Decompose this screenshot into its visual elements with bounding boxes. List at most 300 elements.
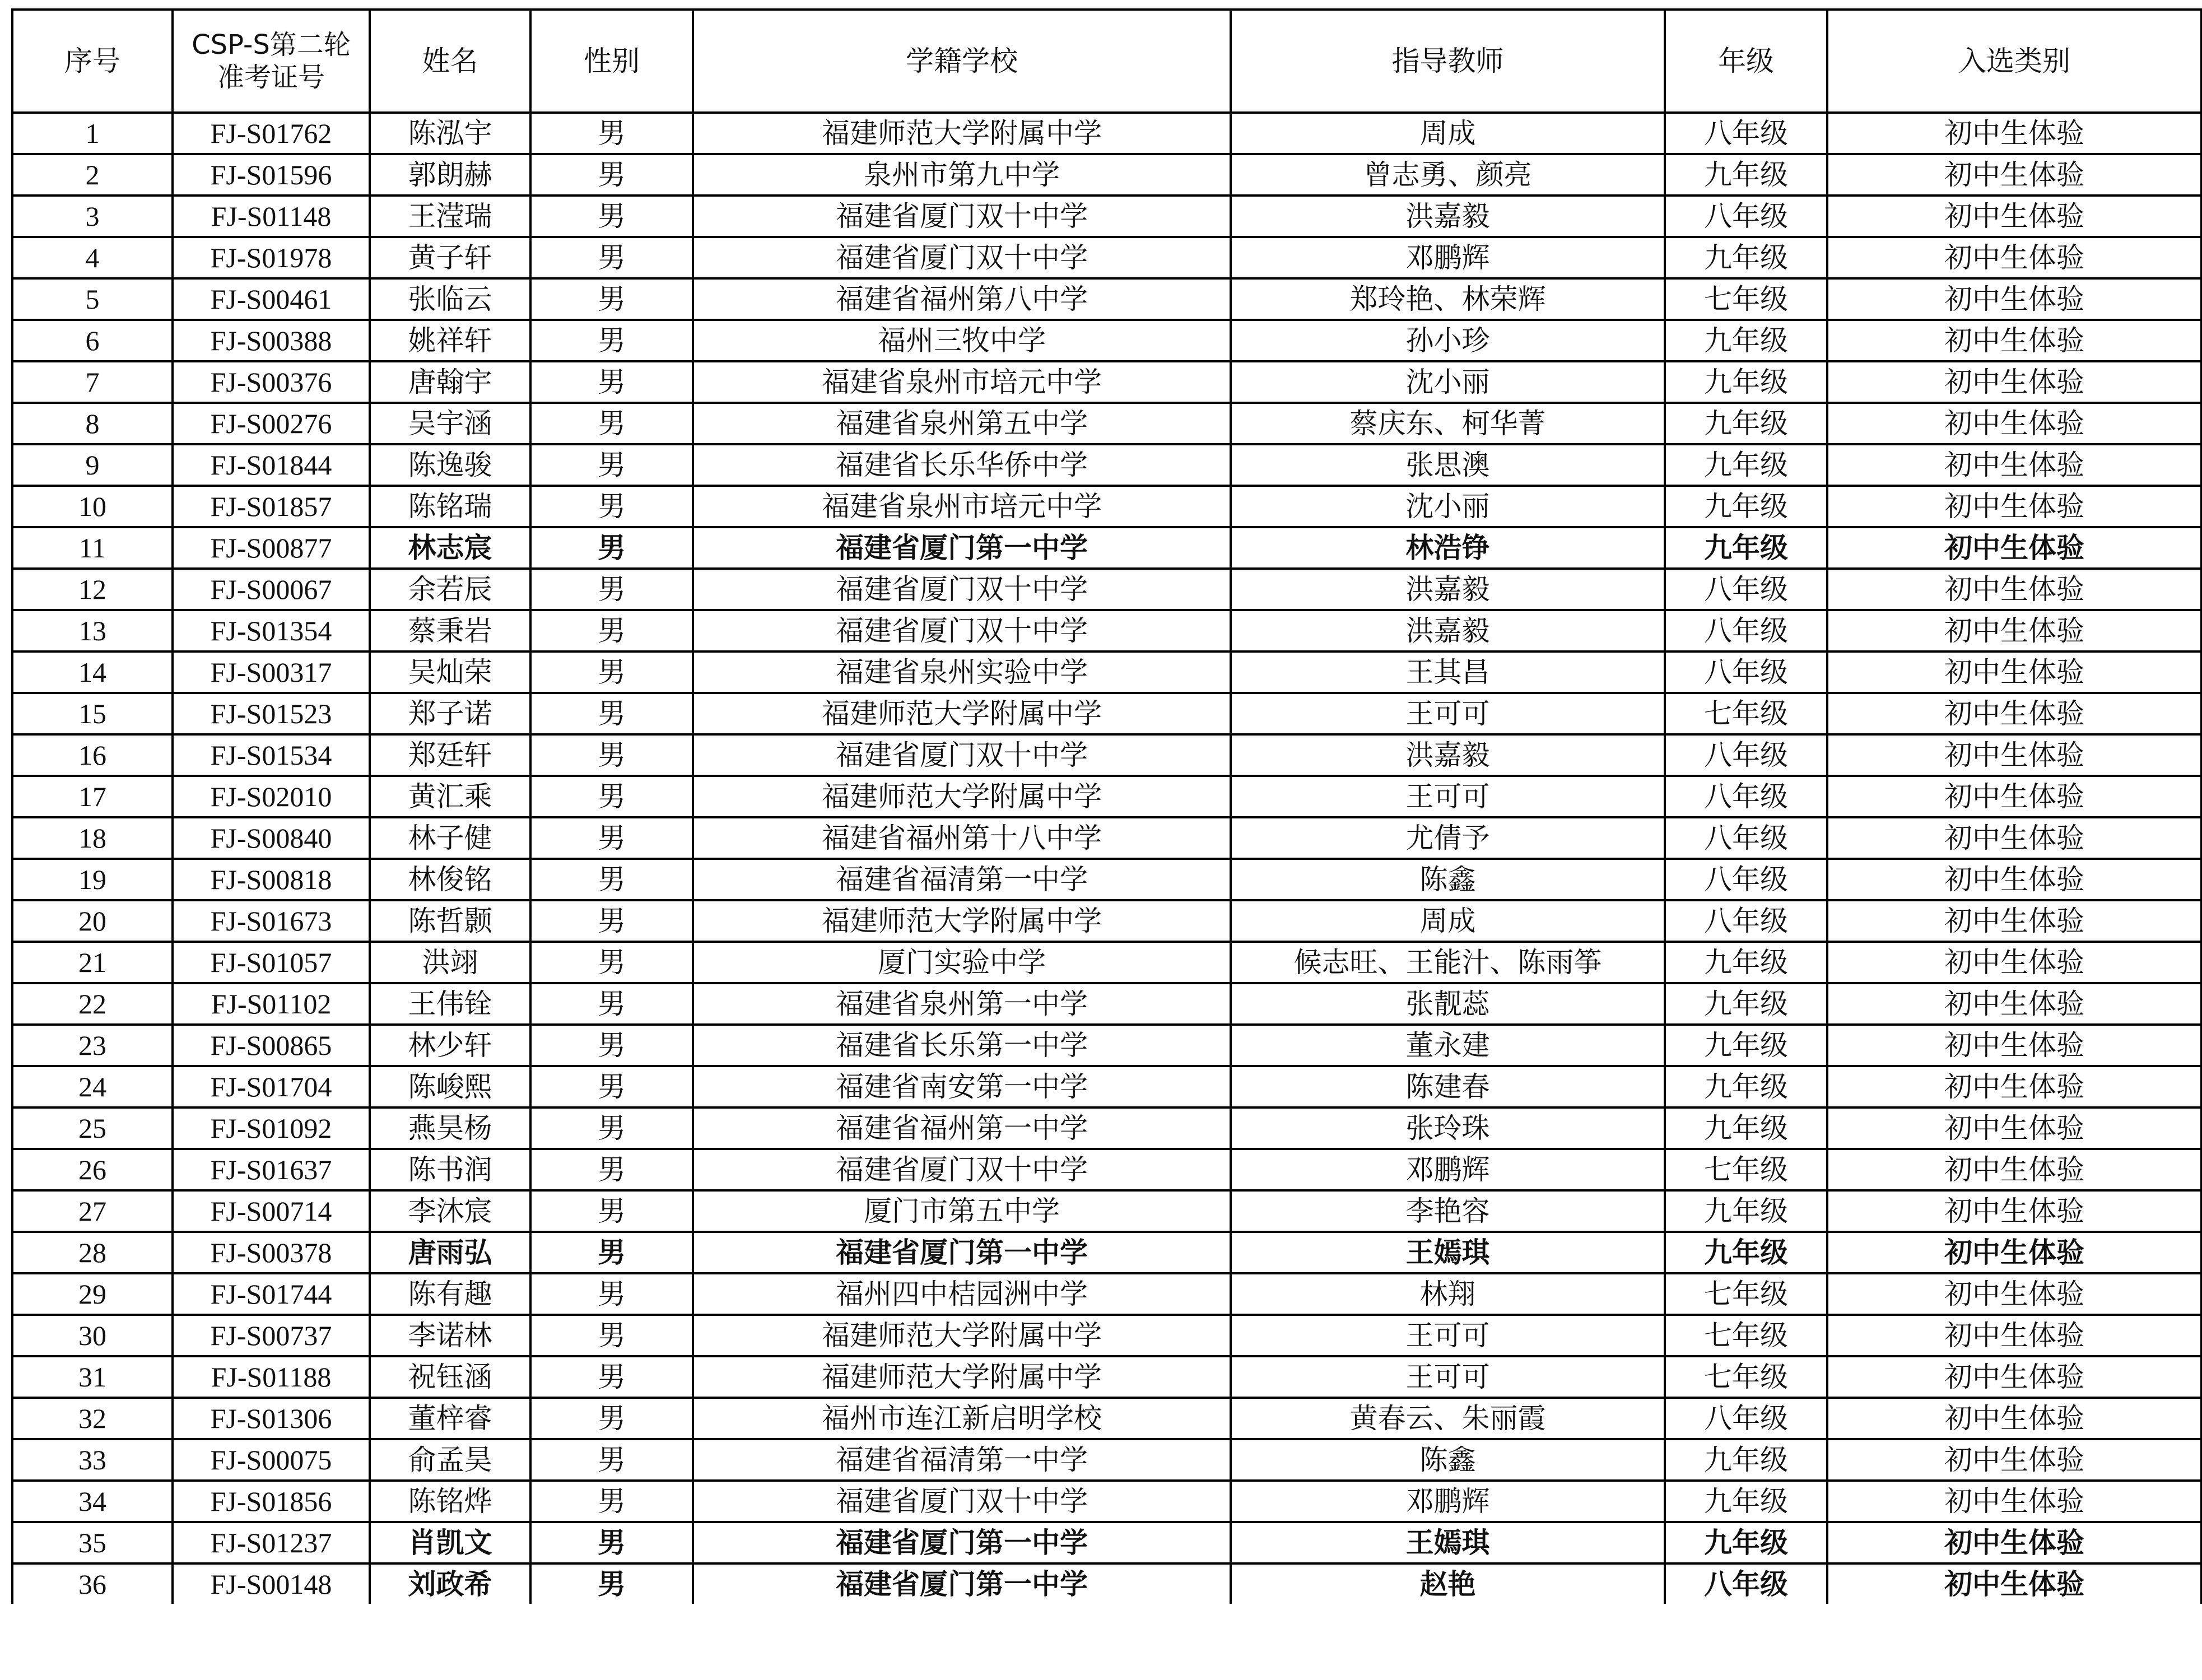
header-category: 入选类别 <box>1827 10 2201 113</box>
cell-school: 福建师范大学附属中学 <box>693 1356 1231 1398</box>
cell-teacher: 王嫣琪 <box>1231 1232 1665 1273</box>
cell-gender: 男 <box>530 403 693 444</box>
header-teacher: 指导教师 <box>1231 10 1665 113</box>
table-row <box>12 1439 2201 1481</box>
cell-school: 福州市连江新启明学校 <box>693 1398 1231 1439</box>
cell-name: 林子健 <box>370 817 530 859</box>
cell-exam-number: FJ-S01188 <box>173 1356 370 1398</box>
cell-category: 初中生体验 <box>1827 527 2201 569</box>
cell-grade: 八年级 <box>1665 859 1827 900</box>
cell-seq: 5 <box>12 278 173 320</box>
cell-seq: 8 <box>12 403 173 444</box>
cell-name: 唐翰宇 <box>370 361 530 403</box>
cell-category: 初中生体验 <box>1827 154 2201 196</box>
cell-seq: 25 <box>12 1107 173 1149</box>
cell-seq: 9 <box>12 444 173 486</box>
cell-school: 福建省泉州第五中学 <box>693 403 1231 444</box>
cell-category: 初中生体验 <box>1827 1066 2201 1107</box>
cell-school: 厦门市第五中学 <box>693 1190 1231 1232</box>
cell-exam-number: FJ-S01354 <box>173 610 370 651</box>
cell-seq: 20 <box>12 900 173 942</box>
cell-name: 郑子诺 <box>370 693 530 734</box>
cell-exam-number: FJ-S00148 <box>173 1563 370 1604</box>
cell-grade: 八年级 <box>1665 776 1827 817</box>
cell-school: 福州四中桔园洲中学 <box>693 1273 1231 1315</box>
cell-name: 陈逸骏 <box>370 444 530 486</box>
cell-category: 初中生体验 <box>1827 776 2201 817</box>
cell-exam-number: FJ-S01148 <box>173 196 370 237</box>
cell-grade: 九年级 <box>1665 527 1827 569</box>
cell-teacher: 洪嘉毅 <box>1231 734 1665 776</box>
table-row <box>12 1356 2201 1398</box>
cell-gender: 男 <box>530 361 693 403</box>
cell-seq: 21 <box>12 942 173 983</box>
cell-exam-number: FJ-S01744 <box>173 1273 370 1315</box>
cell-teacher: 张玲珠 <box>1231 1107 1665 1149</box>
cell-school: 福建省厦门双十中学 <box>693 237 1231 278</box>
cell-school: 福建师范大学附属中学 <box>693 113 1231 154</box>
cell-exam-number: FJ-S00378 <box>173 1232 370 1273</box>
cell-gender: 男 <box>530 1232 693 1273</box>
cell-category: 初中生体验 <box>1827 1149 2201 1190</box>
cell-school: 福建师范大学附属中学 <box>693 776 1231 817</box>
cell-grade: 九年级 <box>1665 486 1827 527</box>
cell-grade: 九年级 <box>1665 1439 1827 1481</box>
cell-school: 福建省福州第一中学 <box>693 1107 1231 1149</box>
cell-name: 林俊铭 <box>370 859 530 900</box>
cell-teacher: 洪嘉毅 <box>1231 569 1665 610</box>
cell-exam-number: FJ-S01637 <box>173 1149 370 1190</box>
cell-teacher: 林浩铮 <box>1231 527 1665 569</box>
cell-school: 福建省泉州实验中学 <box>693 651 1231 693</box>
table-row <box>12 734 2201 776</box>
cell-seq: 34 <box>12 1481 173 1522</box>
cell-gender: 男 <box>530 444 693 486</box>
cell-grade: 七年级 <box>1665 1273 1827 1315</box>
cell-grade: 八年级 <box>1665 610 1827 651</box>
cell-exam-number: FJ-S01673 <box>173 900 370 942</box>
cell-seq: 1 <box>12 113 173 154</box>
cell-exam-number: FJ-S00388 <box>173 320 370 361</box>
cell-grade: 八年级 <box>1665 651 1827 693</box>
cell-teacher: 王嫣琪 <box>1231 1522 1665 1563</box>
table-row <box>12 237 2201 278</box>
cell-gender: 男 <box>530 1398 693 1439</box>
cell-exam-number: FJ-S00276 <box>173 403 370 444</box>
table-row <box>12 1025 2201 1066</box>
cell-category: 初中生体验 <box>1827 486 2201 527</box>
cell-teacher: 郑玲艳、林荣辉 <box>1231 278 1665 320</box>
cell-name: 姚祥轩 <box>370 320 530 361</box>
cell-exam-number: FJ-S01762 <box>173 113 370 154</box>
cell-exam-number: FJ-S01092 <box>173 1107 370 1149</box>
table-row <box>12 610 2201 651</box>
cell-gender: 男 <box>530 983 693 1025</box>
cell-name: 郭朗赫 <box>370 154 530 196</box>
cell-gender: 男 <box>530 569 693 610</box>
cell-school: 福建省厦门第一中学 <box>693 1563 1231 1604</box>
cell-grade: 八年级 <box>1665 196 1827 237</box>
cell-seq: 3 <box>12 196 173 237</box>
cell-school: 福建省长乐第一中学 <box>693 1025 1231 1066</box>
cell-name: 陈哲颢 <box>370 900 530 942</box>
cell-teacher: 张思澳 <box>1231 444 1665 486</box>
cell-category: 初中生体验 <box>1827 817 2201 859</box>
cell-category: 初中生体验 <box>1827 693 2201 734</box>
cell-name: 蔡秉岩 <box>370 610 530 651</box>
cell-exam-number: FJ-S00317 <box>173 651 370 693</box>
table-row <box>12 320 2201 361</box>
cell-teacher: 周成 <box>1231 900 1665 942</box>
cell-gender: 男 <box>530 817 693 859</box>
cell-grade: 八年级 <box>1665 1398 1827 1439</box>
cell-school: 福建师范大学附属中学 <box>693 693 1231 734</box>
table-row <box>12 693 2201 734</box>
cell-grade: 九年级 <box>1665 1025 1827 1066</box>
cell-school: 福建省福州第八中学 <box>693 278 1231 320</box>
cell-teacher: 洪嘉毅 <box>1231 610 1665 651</box>
cell-grade: 九年级 <box>1665 403 1827 444</box>
header-seq: 序号 <box>12 10 173 113</box>
cell-name: 郑廷轩 <box>370 734 530 776</box>
cell-gender: 男 <box>530 154 693 196</box>
cell-gender: 男 <box>530 1190 693 1232</box>
cell-name: 陈有趣 <box>370 1273 530 1315</box>
cell-teacher: 孙小珍 <box>1231 320 1665 361</box>
cell-teacher: 陈鑫 <box>1231 1439 1665 1481</box>
cell-seq: 19 <box>12 859 173 900</box>
cell-seq: 22 <box>12 983 173 1025</box>
cell-teacher: 沈小丽 <box>1231 361 1665 403</box>
header-exam-number <box>173 10 370 113</box>
cell-school: 厦门实验中学 <box>693 942 1231 983</box>
cell-category: 初中生体验 <box>1827 1563 2201 1604</box>
cell-exam-number: FJ-S01704 <box>173 1066 370 1107</box>
cell-category: 初中生体验 <box>1827 1481 2201 1522</box>
cell-gender: 男 <box>530 278 693 320</box>
header-grade: 年级 <box>1665 10 1827 113</box>
cell-school: 福建省厦门第一中学 <box>693 527 1231 569</box>
cell-category: 初中生体验 <box>1827 1356 2201 1398</box>
cell-category: 初中生体验 <box>1827 859 2201 900</box>
table-row <box>12 651 2201 693</box>
cell-grade: 七年级 <box>1665 278 1827 320</box>
cell-name: 陈泓宇 <box>370 113 530 154</box>
cell-gender: 男 <box>530 859 693 900</box>
cell-grade: 八年级 <box>1665 569 1827 610</box>
cell-category: 初中生体验 <box>1827 196 2201 237</box>
cell-seq: 36 <box>12 1563 173 1604</box>
cell-gender: 男 <box>530 776 693 817</box>
cell-seq: 24 <box>12 1066 173 1107</box>
cell-teacher: 王可可 <box>1231 1356 1665 1398</box>
cell-category: 初中生体验 <box>1827 651 2201 693</box>
header-gender: 性别 <box>530 10 693 113</box>
cell-gender: 男 <box>530 237 693 278</box>
cell-seq: 18 <box>12 817 173 859</box>
cell-grade: 九年级 <box>1665 237 1827 278</box>
cell-exam-number: FJ-S00376 <box>173 361 370 403</box>
cell-school: 福建省长乐华侨中学 <box>693 444 1231 486</box>
cell-exam-number: FJ-S00840 <box>173 817 370 859</box>
cell-seq: 35 <box>12 1522 173 1563</box>
table-row <box>12 444 2201 486</box>
cell-grade: 九年级 <box>1665 1481 1827 1522</box>
cell-grade: 八年级 <box>1665 734 1827 776</box>
cell-school: 福建省南安第一中学 <box>693 1066 1231 1107</box>
cell-exam-number: FJ-S02010 <box>173 776 370 817</box>
cell-school: 福州三牧中学 <box>693 320 1231 361</box>
cell-grade: 九年级 <box>1665 983 1827 1025</box>
cell-school: 福建师范大学附属中学 <box>693 1315 1231 1356</box>
cell-grade: 九年级 <box>1665 1522 1827 1563</box>
cell-name: 陈铭瑞 <box>370 486 530 527</box>
cell-name: 林少轩 <box>370 1025 530 1066</box>
cell-grade: 九年级 <box>1665 154 1827 196</box>
cell-seq: 26 <box>12 1149 173 1190</box>
cell-teacher: 董永建 <box>1231 1025 1665 1066</box>
cell-exam-number: FJ-S01857 <box>173 486 370 527</box>
table-row <box>12 196 2201 237</box>
cell-name: 燕昊杨 <box>370 1107 530 1149</box>
table-row <box>12 1190 2201 1232</box>
cell-grade: 九年级 <box>1665 1066 1827 1107</box>
cell-teacher: 林翔 <box>1231 1273 1665 1315</box>
cell-category: 初中生体验 <box>1827 1398 2201 1439</box>
cell-category: 初中生体验 <box>1827 444 2201 486</box>
cell-gender: 男 <box>530 734 693 776</box>
cell-name: 黄汇乘 <box>370 776 530 817</box>
cell-exam-number: FJ-S00818 <box>173 859 370 900</box>
cell-school: 福建省厦门双十中学 <box>693 196 1231 237</box>
header-exam-line2: 准考证号 <box>217 62 325 93</box>
cell-name: 陈峻熙 <box>370 1066 530 1107</box>
header-exam-line1: CSP-S第二轮 <box>192 29 351 61</box>
cell-school: 福建师范大学附属中学 <box>693 900 1231 942</box>
cell-teacher: 候志旺、王能汁、陈雨筝 <box>1231 942 1665 983</box>
cell-gender: 男 <box>530 527 693 569</box>
cell-gender: 男 <box>530 486 693 527</box>
cell-seq: 27 <box>12 1190 173 1232</box>
table-row <box>12 1398 2201 1439</box>
cell-school: 泉州市第九中学 <box>693 154 1231 196</box>
cell-name: 唐雨弘 <box>370 1232 530 1273</box>
cell-exam-number: FJ-S00865 <box>173 1025 370 1066</box>
cell-teacher: 陈建春 <box>1231 1066 1665 1107</box>
cell-teacher: 王其昌 <box>1231 651 1665 693</box>
cell-exam-number: FJ-S01534 <box>173 734 370 776</box>
cell-category: 初中生体验 <box>1827 942 2201 983</box>
cell-exam-number: FJ-S01102 <box>173 983 370 1025</box>
cell-name: 洪翊 <box>370 942 530 983</box>
table-row <box>12 1066 2201 1107</box>
cell-category: 初中生体验 <box>1827 237 2201 278</box>
table-row <box>12 1522 2201 1563</box>
cell-name: 李诺林 <box>370 1315 530 1356</box>
cell-exam-number: FJ-S00461 <box>173 278 370 320</box>
cell-grade: 七年级 <box>1665 1356 1827 1398</box>
cell-category: 初中生体验 <box>1827 569 2201 610</box>
cell-grade: 九年级 <box>1665 444 1827 486</box>
table-row <box>12 154 2201 196</box>
cell-gender: 男 <box>530 1149 693 1190</box>
cell-gender: 男 <box>530 900 693 942</box>
cell-seq: 16 <box>12 734 173 776</box>
table-row <box>12 113 2201 154</box>
table-row <box>12 527 2201 569</box>
cell-category: 初中生体验 <box>1827 900 2201 942</box>
cell-seq: 31 <box>12 1356 173 1398</box>
cell-school: 福建省泉州市培元中学 <box>693 486 1231 527</box>
roster-sheet <box>11 8 2200 1604</box>
cell-exam-number: FJ-S00737 <box>173 1315 370 1356</box>
table-row <box>12 1107 2201 1149</box>
cell-category: 初中生体验 <box>1827 1190 2201 1232</box>
cell-grade: 九年级 <box>1665 942 1827 983</box>
cell-grade: 九年级 <box>1665 320 1827 361</box>
table-row <box>12 1315 2201 1356</box>
cell-category: 初中生体验 <box>1827 1522 2201 1563</box>
cell-category: 初中生体验 <box>1827 1025 2201 1066</box>
cell-teacher: 王可可 <box>1231 1315 1665 1356</box>
cell-gender: 男 <box>530 320 693 361</box>
cell-seq: 32 <box>12 1398 173 1439</box>
cell-category: 初中生体验 <box>1827 1107 2201 1149</box>
cell-category: 初中生体验 <box>1827 361 2201 403</box>
table-row <box>12 776 2201 817</box>
cell-exam-number: FJ-S01856 <box>173 1481 370 1522</box>
cell-grade: 八年级 <box>1665 113 1827 154</box>
table-row <box>12 403 2201 444</box>
cell-seq: 10 <box>12 486 173 527</box>
cell-category: 初中生体验 <box>1827 1232 2201 1273</box>
table-row <box>12 817 2201 859</box>
cell-grade: 八年级 <box>1665 1563 1827 1604</box>
cell-seq: 17 <box>12 776 173 817</box>
cell-school: 福建省泉州市培元中学 <box>693 361 1231 403</box>
cell-exam-number: FJ-S01978 <box>173 237 370 278</box>
cell-gender: 男 <box>530 1481 693 1522</box>
cell-gender: 男 <box>530 1439 693 1481</box>
cell-grade: 八年级 <box>1665 817 1827 859</box>
cell-exam-number: FJ-S01057 <box>173 942 370 983</box>
cell-seq: 11 <box>12 527 173 569</box>
table-row <box>12 942 2201 983</box>
cell-name: 祝钰涵 <box>370 1356 530 1398</box>
header-name: 姓名 <box>370 10 530 113</box>
cell-name: 俞孟昊 <box>370 1439 530 1481</box>
cell-teacher: 赵艳 <box>1231 1563 1665 1604</box>
cell-exam-number: FJ-S00067 <box>173 569 370 610</box>
cell-grade: 九年级 <box>1665 1107 1827 1149</box>
cell-teacher: 邓鹏辉 <box>1231 1149 1665 1190</box>
cell-school: 福建省厦门双十中学 <box>693 569 1231 610</box>
cell-teacher: 王可可 <box>1231 693 1665 734</box>
cell-name: 吴灿荣 <box>370 651 530 693</box>
cell-teacher: 邓鹏辉 <box>1231 237 1665 278</box>
table-row <box>12 486 2201 527</box>
cell-gender: 男 <box>530 651 693 693</box>
cell-seq: 29 <box>12 1273 173 1315</box>
table-row <box>12 1149 2201 1190</box>
cell-grade: 七年级 <box>1665 1149 1827 1190</box>
cell-name: 李沐宸 <box>370 1190 530 1232</box>
cell-exam-number: FJ-S01596 <box>173 154 370 196</box>
cell-seq: 15 <box>12 693 173 734</box>
cell-exam-number: FJ-S00877 <box>173 527 370 569</box>
cell-school: 福建省福清第一中学 <box>693 859 1231 900</box>
cell-name: 余若辰 <box>370 569 530 610</box>
table-row <box>12 1563 2201 1604</box>
cell-grade: 九年级 <box>1665 361 1827 403</box>
cell-school: 福建省泉州第一中学 <box>693 983 1231 1025</box>
cell-gender: 男 <box>530 113 693 154</box>
cell-gender: 男 <box>530 1107 693 1149</box>
cell-category: 初中生体验 <box>1827 610 2201 651</box>
cell-category: 初中生体验 <box>1827 113 2201 154</box>
cell-name: 陈书润 <box>370 1149 530 1190</box>
cell-gender: 男 <box>530 1522 693 1563</box>
cell-gender: 男 <box>530 1273 693 1315</box>
cell-gender: 男 <box>530 1025 693 1066</box>
cell-gender: 男 <box>530 610 693 651</box>
cell-teacher: 邓鹏辉 <box>1231 1481 1665 1522</box>
cell-gender: 男 <box>530 693 693 734</box>
table-row <box>12 983 2201 1025</box>
cell-category: 初中生体验 <box>1827 278 2201 320</box>
cell-teacher: 尤倩予 <box>1231 817 1665 859</box>
cell-teacher: 王可可 <box>1231 776 1665 817</box>
cell-category: 初中生体验 <box>1827 734 2201 776</box>
cell-name: 王伟铨 <box>370 983 530 1025</box>
cell-seq: 30 <box>12 1315 173 1356</box>
cell-school: 福建省福州第十八中学 <box>693 817 1231 859</box>
cell-exam-number: FJ-S00075 <box>173 1439 370 1481</box>
cell-teacher: 李艳容 <box>1231 1190 1665 1232</box>
cell-category: 初中生体验 <box>1827 320 2201 361</box>
cell-school: 福建省福清第一中学 <box>693 1439 1231 1481</box>
cell-gender: 男 <box>530 1315 693 1356</box>
cell-seq: 12 <box>12 569 173 610</box>
header-school: 学籍学校 <box>693 10 1231 113</box>
cell-gender: 男 <box>530 942 693 983</box>
cell-exam-number: FJ-S00714 <box>173 1190 370 1232</box>
cell-seq: 23 <box>12 1025 173 1066</box>
cell-seq: 4 <box>12 237 173 278</box>
table-row <box>12 361 2201 403</box>
cell-category: 初中生体验 <box>1827 1315 2201 1356</box>
cell-teacher: 蔡庆东、柯华菁 <box>1231 403 1665 444</box>
cell-teacher: 沈小丽 <box>1231 486 1665 527</box>
cell-gender: 男 <box>530 196 693 237</box>
cell-seq: 13 <box>12 610 173 651</box>
table-row <box>12 900 2201 942</box>
cell-grade: 七年级 <box>1665 693 1827 734</box>
cell-teacher: 洪嘉毅 <box>1231 196 1665 237</box>
cell-gender: 男 <box>530 1563 693 1604</box>
cell-gender: 男 <box>530 1066 693 1107</box>
cell-name: 林志宸 <box>370 527 530 569</box>
cell-teacher: 曾志勇、颜亮 <box>1231 154 1665 196</box>
cell-school: 福建省厦门第一中学 <box>693 1232 1231 1273</box>
cell-category: 初中生体验 <box>1827 1439 2201 1481</box>
cell-name: 吴宇涵 <box>370 403 530 444</box>
table-row <box>12 1273 2201 1315</box>
cell-exam-number: FJ-S01306 <box>173 1398 370 1439</box>
cell-seq: 7 <box>12 361 173 403</box>
cell-exam-number: FJ-S01237 <box>173 1522 370 1563</box>
cell-seq: 33 <box>12 1439 173 1481</box>
